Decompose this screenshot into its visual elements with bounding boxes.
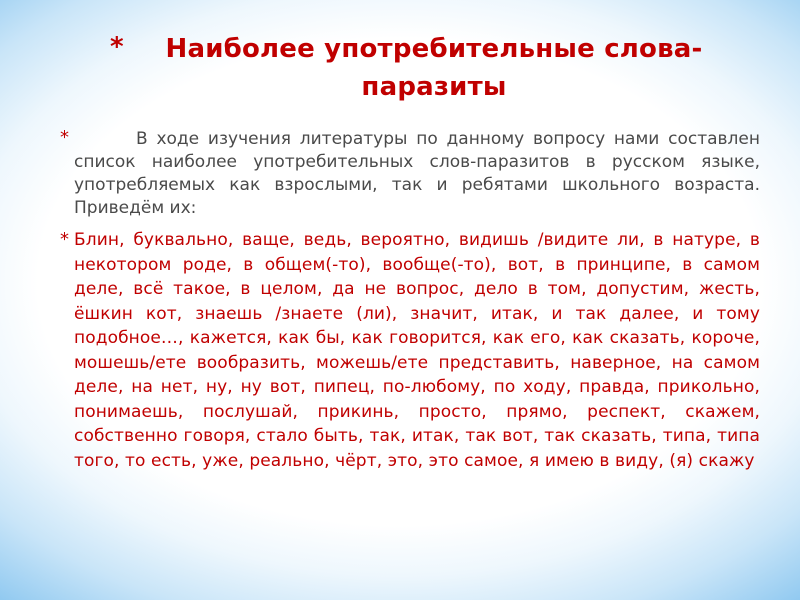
title-bullet: *	[110, 32, 124, 62]
filler-words-list: Блин, буквально, ваще, ведь, вероятно, видишь /видите ли, в натуре, в некотором роде, в общем(-то), вообще(-то), вот, в принципе, в самом деле, всё такое, в целом, да не вопрос, дело в том, допустим, жесть, ёшкин кот, знаешь /знаете (ли), значит, итак, и так далее, и тому подобное…, кажется, как бы, как говорится, как его, как сказать, короче, мошешь/ете вообразить, можешь/ете представить, наверное, на самом деле, на нет, ну, ну вот, пипец, по-любому, по ходу, правда, прикольно, понимаешь, послушай, прикинь, просто, прямо, респект, скажем, собственно говоря, стало быть, так, итак, так вот, так сказать, типа, типа того, то есть, уже, реально, чёрт, это, это самое, я имею в виду, (я) скажу	[74, 230, 760, 471]
slide-title: Наиболее употребительные слова-паразиты	[165, 34, 703, 102]
intro-bullet: *	[60, 127, 69, 148]
slide-body	[60, 128, 760, 473]
intro-paragraph: В ходе изучения литературы по данному вопросу нами составлен список наиболее употребительных слов-паразитов в русском языке, употребляемых как взрослыми, так и ребятами школьного возраста. Приведём их:	[74, 129, 760, 218]
list-block	[60, 228, 760, 473]
list-bullet: *	[60, 229, 69, 250]
title-area	[110, 30, 730, 106]
intro-block	[60, 128, 760, 220]
